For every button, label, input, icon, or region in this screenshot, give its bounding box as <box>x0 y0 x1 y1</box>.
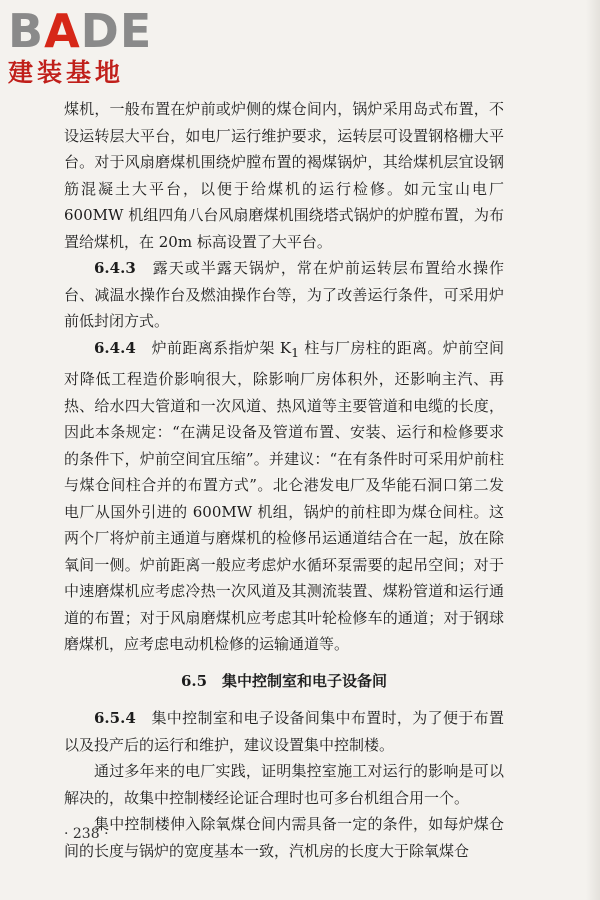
logo-subtitle: 建装基地 <box>8 58 125 87</box>
section-text: 集中控制室和电子设备间集中布置时，为了便于布置以及投产后的运行和维护，建议设置集中控制楼。 <box>64 709 504 754</box>
logo-wordmark <box>8 6 152 56</box>
watermark-logo <box>8 6 152 88</box>
section-heading-6-5: 6.5 集中控制室和电子设备间 <box>180 671 388 690</box>
section-number: 6.4.4 <box>94 338 136 357</box>
section-6-4-4 <box>64 335 504 658</box>
subscript: 1 <box>291 344 300 360</box>
paragraph-last: 集中控制楼伸入除氧煤仓间内需具备一定的条件，如每炉煤仓间的长度与锅炉的宽度基本一致，汽机房的长度大于除氧煤仓 <box>64 815 504 860</box>
section-text-start: 炉前距离系指炉架 K <box>151 338 292 357</box>
page-number: · 238 · <box>64 826 109 842</box>
paragraph-practice: 通过多年来的电厂实践，证明集控室施工对运行的影响是可以解决的，故集中控制楼经论证合理时也可多台机组合用一个。 <box>64 762 504 807</box>
logo-letter-a: A <box>44 4 81 58</box>
section-6-5-4 <box>64 705 504 758</box>
logo-letters-de: DE <box>80 4 153 58</box>
section-6-4-3 <box>64 255 504 335</box>
paragraph-continuation: 煤机，一般布置在炉前或炉侧的煤仓间内，锅炉采用岛式布置，不设运转层大平台，如电厂运行维护要求，运转层可设置钢格栅大平台。对于风扇磨煤机围绕炉膛布置的褐煤锅炉，其给煤机层宜设钢筋混凝土大平台，以便于给煤机的运行检修。如元宝山电厂600MW 机组四角八台风扇磨煤机围绕塔式锅炉的炉膛布置，为布置给煤机，在 20m 标高设置了大平台。 <box>64 100 504 251</box>
section-number: 6.5.4 <box>94 709 136 727</box>
section-text-rest: 柱与厂房柱的距离。炉前空间对降低工程造价影响很大，除影响厂房体积外，还影响主汽、再热、给水四大管道和一次风道、热风道等主要管道和电缆的长度，因此本条规定：“在满足设备及管道布置、安装、运行和检修要求的条件下，炉前空间宜压缩”。并建议：“在有条件时可采用炉前柱与煤仓间柱合并的布置方式”。北仑港发电厂及华能石洞口第二发电厂从国外引进的 600MW 机组，锅炉的前柱即为煤仓间柱。这两个厂将炉前主通道与磨煤机的检修吊运通道结合在一起，放在除氧间一侧。炉前距离一般应考虑炉水循环泵需要的起吊空间；对于中速磨煤机应考虑冷热一次风道及其测流装置、煤粉管道和运行通道的布置；对于风扇磨煤机应考虑其叶轮检修车的通道；对于钢球磨煤机，应考虑电动机检修的运输通道等。 <box>64 338 504 653</box>
page-edge-shadow <box>586 0 600 900</box>
section-text: 露天或半露天锅炉，常在炉前运转层布置给水操作台、减温水操作台及燃油操作台等，为了改善运行条件，可采用炉前低封闭方式。 <box>64 259 504 330</box>
section-number: 6.4.3 <box>94 259 136 277</box>
logo-letter-b: B <box>8 4 45 58</box>
page-body <box>64 96 504 864</box>
